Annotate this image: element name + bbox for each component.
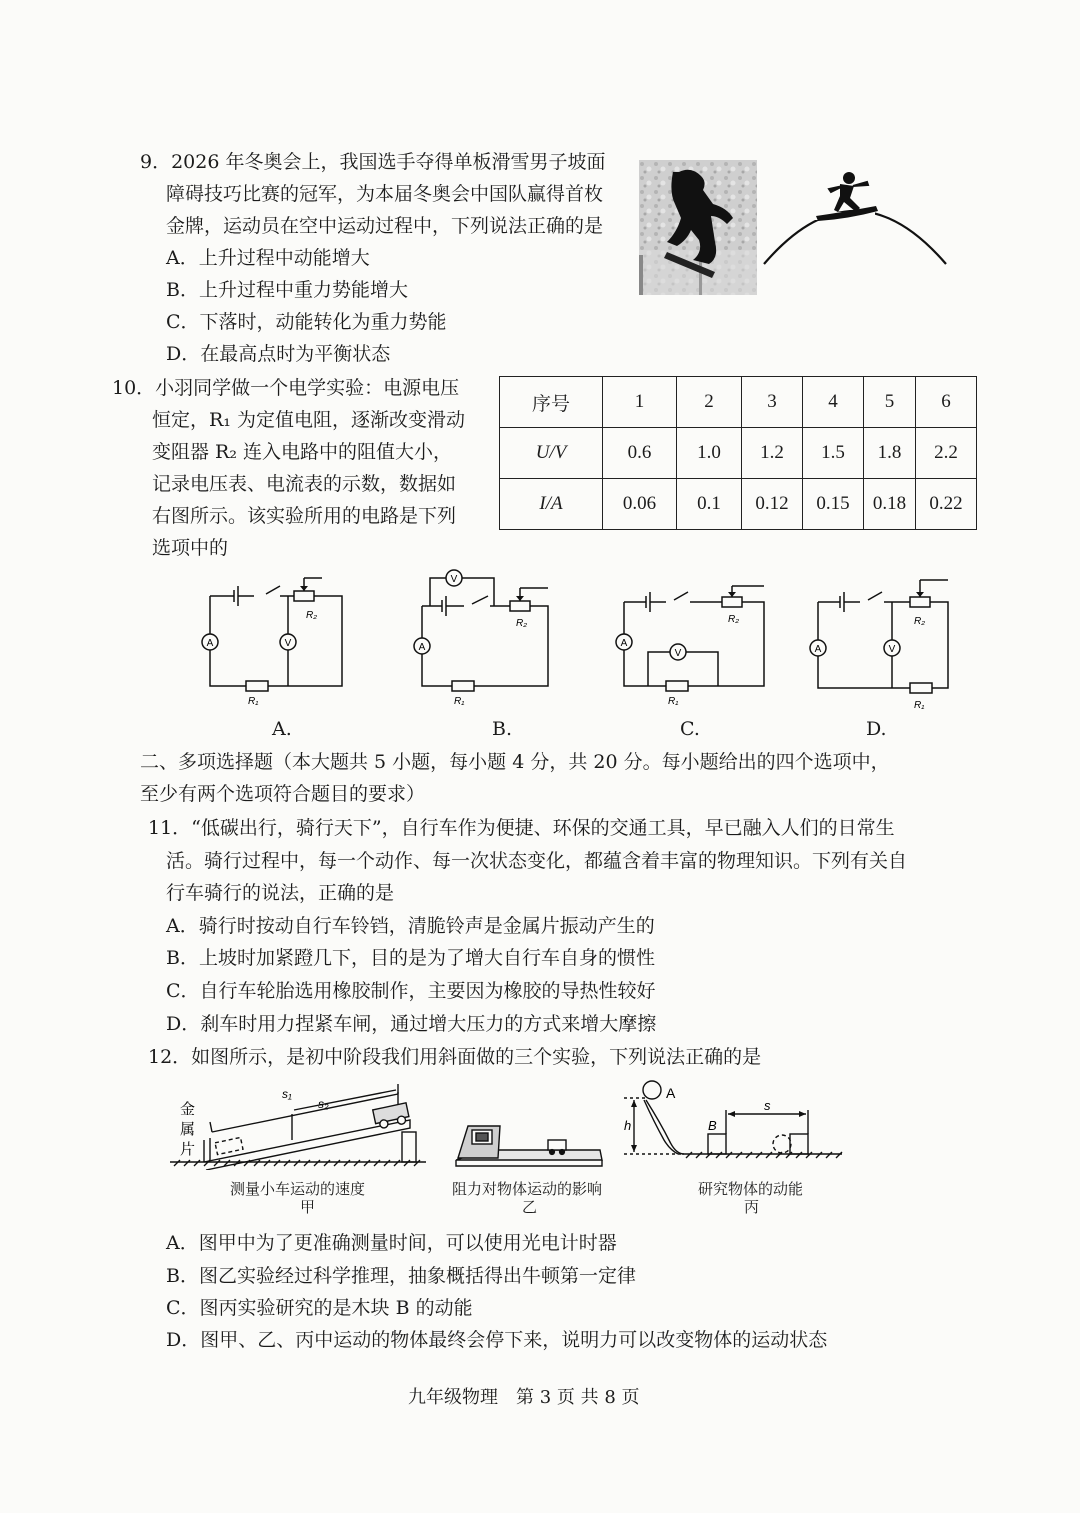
page-footer: 九年级物理 第 3 页 共 8 页: [408, 1387, 640, 1408]
r1-label: R₁: [668, 696, 679, 707]
section-2-heading-2: 至少有两个选项符合题目的要求）: [140, 783, 426, 805]
voltmeter-label: V: [284, 638, 292, 649]
voltmeter-label: V: [888, 644, 896, 655]
circuit-b: [406, 566, 566, 706]
snowboarder-photo: [639, 160, 757, 295]
table-cell: 序号: [500, 377, 603, 428]
r1-label: R₁: [914, 700, 925, 711]
figure-jia-tag: 甲: [300, 1199, 316, 1216]
q12-stem: 12．如图所示，是初中阶段我们用斜面做的三个实验，下列说法正确的是: [148, 1046, 762, 1068]
q11-stem-2: 活。骑行过程中，每一个动作、每一次状态变化，都蕴含着丰富的物理知识。下列有关自: [166, 850, 908, 872]
voltmeter-label: V: [674, 648, 682, 659]
figure-bing: [620, 1078, 845, 1170]
voltmeter-label: V: [450, 574, 458, 585]
circuit-c: [608, 580, 773, 710]
r2-label: R₂: [728, 614, 740, 625]
table-row: [500, 428, 977, 479]
ammeter-label: A: [620, 638, 628, 649]
height-h-label: h: [624, 1118, 632, 1133]
q11-option-b: B．上坡时加紧蹬几下，目的是为了增大自行车自身的惯性: [166, 947, 655, 969]
r2-label: R₂: [306, 610, 318, 621]
circuit-a: [196, 572, 356, 707]
table-cell: 1.5: [803, 428, 864, 479]
table-cell: 0.12: [742, 479, 803, 530]
r2-label: R₂: [516, 618, 528, 629]
metal-plate-label-3: 片: [180, 1141, 196, 1158]
table-cell: U/V: [500, 428, 603, 479]
q12-option-d: D．图甲、乙、丙中运动的物体最终会停下来，说明力可以改变物体的运动状态: [166, 1329, 828, 1351]
q11-stem-1: 11．“低碳出行，骑行天下”，自行车作为便捷、环保的交通工具，早已融入人们的日常生: [148, 817, 895, 839]
block-b-label: B: [708, 1118, 717, 1133]
table-cell: I/A: [500, 479, 603, 530]
ball-a-label: A: [666, 1085, 676, 1101]
q10-stem-3: 变阻器 R₂ 连入电路中的阻值大小，: [152, 441, 453, 463]
table-cell: 4: [803, 377, 864, 428]
table-cell: 5: [864, 377, 916, 428]
ammeter-label: A: [206, 638, 214, 649]
ammeter-label: A: [814, 644, 822, 655]
r1-label: R₁: [248, 696, 259, 707]
trajectory-diagram: [760, 168, 950, 268]
q12-option-b: B．图乙实验经过科学推理，抽象概括得出牛顿第一定律: [166, 1265, 636, 1287]
table-cell: 1.0: [677, 428, 742, 479]
circuit-a-label: A.: [272, 718, 292, 740]
figure-bing-caption: 研究物体的动能: [698, 1181, 804, 1198]
s1-label: s₁: [282, 1087, 292, 1101]
q10-stem-5: 右图所示。该实验所用的电路是下列: [152, 505, 457, 527]
table-cell: 0.22: [916, 479, 977, 530]
section-2-heading-1: 二、多项选择题（本大题共 5 小题，每小题 4 分，共 20 分。每小题给出的四个选项中，: [140, 751, 890, 773]
table-cell: 1.8: [864, 428, 916, 479]
figure-bing-tag: 丙: [744, 1199, 760, 1216]
q10-stem-6: 选项中的: [152, 537, 229, 559]
q9-stem-3: 金牌，运动员在空中运动过程中，下列说法正确的是: [166, 215, 604, 237]
table-cell: 2.2: [916, 428, 977, 479]
table-cell: 0.1: [677, 479, 742, 530]
table-cell: 2: [677, 377, 742, 428]
table-cell: 0.6: [603, 428, 677, 479]
s2-label: s₂: [318, 1097, 329, 1111]
table-cell: 0.06: [603, 479, 677, 530]
figure-yi: [452, 1118, 610, 1170]
q9-stem-2: 障碍技巧比赛的冠军，为本届冬奥会中国队赢得首枚: [166, 183, 604, 205]
figure-yi-tag: 乙: [522, 1199, 538, 1216]
q12-option-c: C．图丙实验研究的是木块 B 的动能: [166, 1297, 473, 1319]
q11-option-d: D．刹车时用力捏紧车闸，通过增大压力的方式来增大摩擦: [166, 1013, 657, 1035]
q9-option-d: D．在最高点时为平衡状态: [166, 343, 391, 365]
ammeter-label: A: [418, 642, 426, 653]
figure-jia: [170, 1078, 430, 1170]
q9-option-b: B．上升过程中重力势能增大: [166, 279, 408, 301]
q11-stem-3: 行车骑行的说法，正确的是: [166, 882, 395, 904]
table-cell: 1.2: [742, 428, 803, 479]
q9-option-a: A．上升过程中动能增大: [166, 247, 370, 269]
table-cell: 0.18: [864, 479, 916, 530]
circuit-d-label: D.: [866, 718, 887, 740]
table-cell: 1: [603, 377, 677, 428]
q11-option-c: C．自行车轮胎选用橡胶制作，主要因为橡胶的导热性较好: [166, 980, 656, 1002]
table-cell: 3: [742, 377, 803, 428]
circuit-b-label: B.: [492, 718, 513, 740]
figure-yi-caption: 阻力对物体运动的影响: [452, 1181, 603, 1198]
q10-stem-2: 恒定，R₁ 为定值电阻，逐渐改变滑动: [152, 409, 465, 431]
q9-option-c: C．下落时，动能转化为重力势能: [166, 311, 447, 333]
table-cell: 6: [916, 377, 977, 428]
q10-stem-1: 10．小羽同学做一个电学实验：电源电压: [112, 377, 460, 399]
distance-s-label: s: [764, 1098, 771, 1113]
metal-plate-label-2: 属: [180, 1121, 196, 1138]
data-table: [499, 376, 977, 530]
table-row: [500, 479, 977, 530]
q11-option-a: A．骑行时按动自行车铃铛，清脆铃声是金属片振动产生的: [166, 915, 655, 937]
circuit-c-label: C.: [680, 718, 700, 740]
r1-label: R₁: [454, 696, 465, 706]
table-header-row: [500, 377, 977, 428]
table-cell: 0.15: [803, 479, 864, 530]
q12-option-a: A．图甲中为了更准确测量时间，可以使用光电计时器: [166, 1232, 617, 1254]
r2-label: R₂: [914, 616, 926, 627]
circuit-d: [802, 574, 962, 714]
q9-stem-1: 9．2026 年冬奥会上，我国选手夺得单板滑雪男子坡面: [140, 151, 606, 173]
figure-jia-caption: 测量小车运动的速度: [230, 1181, 366, 1198]
metal-plate-label-1: 金: [180, 1101, 196, 1118]
q10-stem-4: 记录电压表、电流表的示数，数据如: [152, 473, 457, 495]
